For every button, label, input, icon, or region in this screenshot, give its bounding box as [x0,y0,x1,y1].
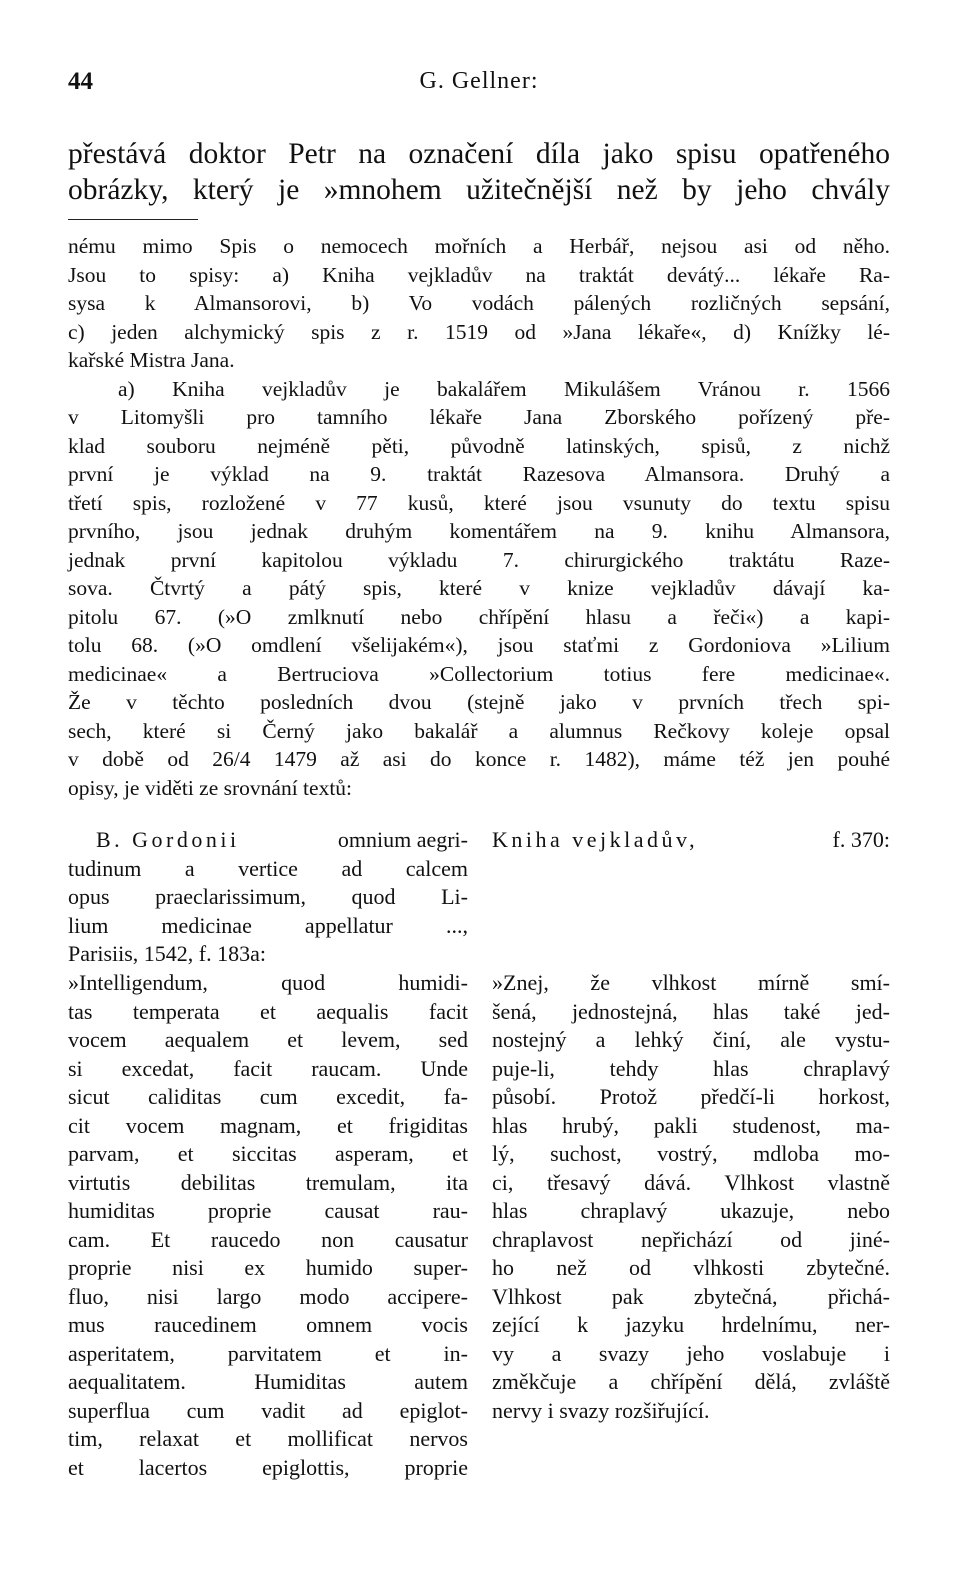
right-text-line: šená, jednostejná, hlas také jed- [492,998,890,1024]
footnote-line: nému mimo Spis o nemocech mořních a Herbář, nejsou asi od něho. [68,234,890,258]
left-heading-title: omnium aegri- [337,827,468,852]
footnote-line: a) Kniha vejkladův je bakalářem Mikulášem Vránou r. 1566 [118,376,890,401]
left-text-line: et lacertos epiglottis, proprie [68,1454,468,1480]
left-text-line: vocem aequalem et levem, sed [68,1027,468,1052]
left-text-line: cit vocem magnam, et frigiditas [68,1112,468,1138]
right-text-line: lý, suchost, vostrý, mdloba mo- [492,1141,890,1166]
right-text-line: vy a svazy jeho voslabuje i [492,1340,890,1366]
right-text-line: »Znej, že vlhkost mírně smí- [492,970,890,995]
right-text-line: puje-li, tehdy hlas chraplavý [492,1055,890,1081]
text-line: přestává doktor Petr na označení díla jako spisu opatřeného [68,138,890,170]
left-heading-line: Parisiis, 1542, f. 183a: [68,941,266,966]
right-text-line: nervy i svazy rozšiřující. [492,1397,710,1423]
footnote-line: Jsou to spisy: a) Kniha vejkladův na traktát devátý... lékaře Ra- [68,262,890,287]
right-text-line: chraplavost nepřichází od jiné- [492,1226,890,1252]
footnote-line: sova. Čtvrtý a pátý spis, které v knize vejkladův dávají ka- [68,576,890,600]
left-text-line: »Intelligendum, quod humidi- [68,970,468,995]
text-line: obrázky, který je »mnohem užitečnější než by jeho chvály [68,174,890,206]
right-heading-title: Kniha vejkladův, [492,827,699,852]
right-column-heading [492,826,890,855]
left-text-line: sicut caliditas cum excedit, fa- [68,1084,468,1109]
footnote-line: pitolu 67. (»O zmlknutí nebo chřípění hlasu a řeči«) a kapi- [68,604,890,629]
left-text-line: tas temperata et aequalis facit [68,998,468,1024]
right-heading-folio: f. 370: [832,827,890,852]
footnote-line: v době od 26/4 1479 až asi do konce r. 1482), máme též jen pouhé [68,747,890,771]
footnote-separator [68,219,198,220]
left-text-line: fluo, nisi largo modo accipere- [68,1283,468,1309]
left-text-line: parvam, et siccitas asperam, et [68,1141,468,1166]
footnote-line: prvního, jsou jednak druhým komentářem na 9. knihu Almansora, [68,519,890,543]
footnote-line: sech, které si Černý jako bakalář a alumnus Rečkovy koleje opsal [68,718,890,743]
page-header [68,68,890,102]
left-heading-line: lium medicinae appellatur ..., [68,912,468,938]
footnote-line: sysa k Almansorovi, b) Vo vodách pálených rozličných sepsání, [68,291,890,315]
right-text-line: změkčuje a chřípění dělá, zvláště [492,1369,890,1394]
left-heading-author: B. Gordonii [96,827,240,852]
footnote-line: medicinae« a Bertruciova »Collectorium totius fere medicinae«. [68,661,890,686]
right-text-line: ho než od vlhkosti zbytečné. [492,1255,890,1280]
right-text-line: ci, třesavý dává. Vlhkost vlastně [492,1169,890,1195]
left-text-line: proprie nisi ex humido super- [68,1255,468,1280]
left-column-heading [96,826,468,855]
right-text-line: hlas chraplavý ukazuje, nebo [492,1198,890,1223]
running-head: G. Gellner: [419,68,539,94]
left-text-line: mus raucedinem omnem vocis [68,1312,468,1337]
right-text-line: působí. Protož předčí-li horkost, [492,1084,890,1109]
right-text-line: Vlhkost pak zbytečná, přichá- [492,1283,890,1309]
footnote-line: jednak první kapitolou výkladu 7. chirurgického traktátu Raze- [68,547,890,572]
footnote-line: první je výklad na 9. traktát Razesova Almansora. Druhý a [68,462,890,486]
footnote-line: klad souboru nejméně pěti, původně latinských, spisů, z nichž [68,433,890,458]
left-heading-line: opus praeclarissimum, quod Li- [68,884,468,909]
right-text-line: nostejný a lehký činí, ale vystu- [492,1027,890,1052]
footnote-line: kařské Mistra Jana. [68,348,235,372]
left-text-line: superflua cum vadit ad epiglot- [68,1397,468,1423]
right-text-line: hlas hrubý, pakli studenost, ma- [492,1112,890,1138]
footnote-line: opisy, je viděti ze srovnání textů: [68,775,353,800]
left-text-line: si excedat, facit raucam. Unde [68,1055,468,1081]
footnote-line: v Litomyšli pro tamního lékaře Jana Zborského pořízený pře- [68,405,890,429]
left-text-line: asperitatem, parvitatem et in- [68,1340,468,1366]
left-text-line: tim, relaxat et mollificat nervos [68,1426,468,1451]
left-text-line: aequalitatem. Humiditas autem [68,1369,468,1394]
footnote-line: třetí spis, rozložené v 77 kusů, které jsou vsunuty do textu spisu [68,490,890,515]
left-heading-line: tudinum a vertice ad calcem [68,855,468,881]
left-text-line: cam. Et raucedo non causatur [68,1226,468,1252]
page-number: 44 [68,68,93,95]
left-text-line: virtutis debilitas tremulam, ita [68,1169,468,1195]
footnote-line: Že v těchto posledních dvou (stejně jako v prvních třech spi- [68,690,890,714]
footnote-line: tolu 68. (»O omdlení všelijakém«), jsou staťmi z Gordoniova »Lilium [68,633,890,657]
left-text-line: humiditas proprie causat rau- [68,1198,468,1223]
footnote-line: c) jeden alchymický spis z r. 1519 od »Jana lékaře«, d) Knížky lé- [68,319,890,344]
right-text-line: zející k jazyku hrdelnímu, ner- [492,1312,890,1337]
